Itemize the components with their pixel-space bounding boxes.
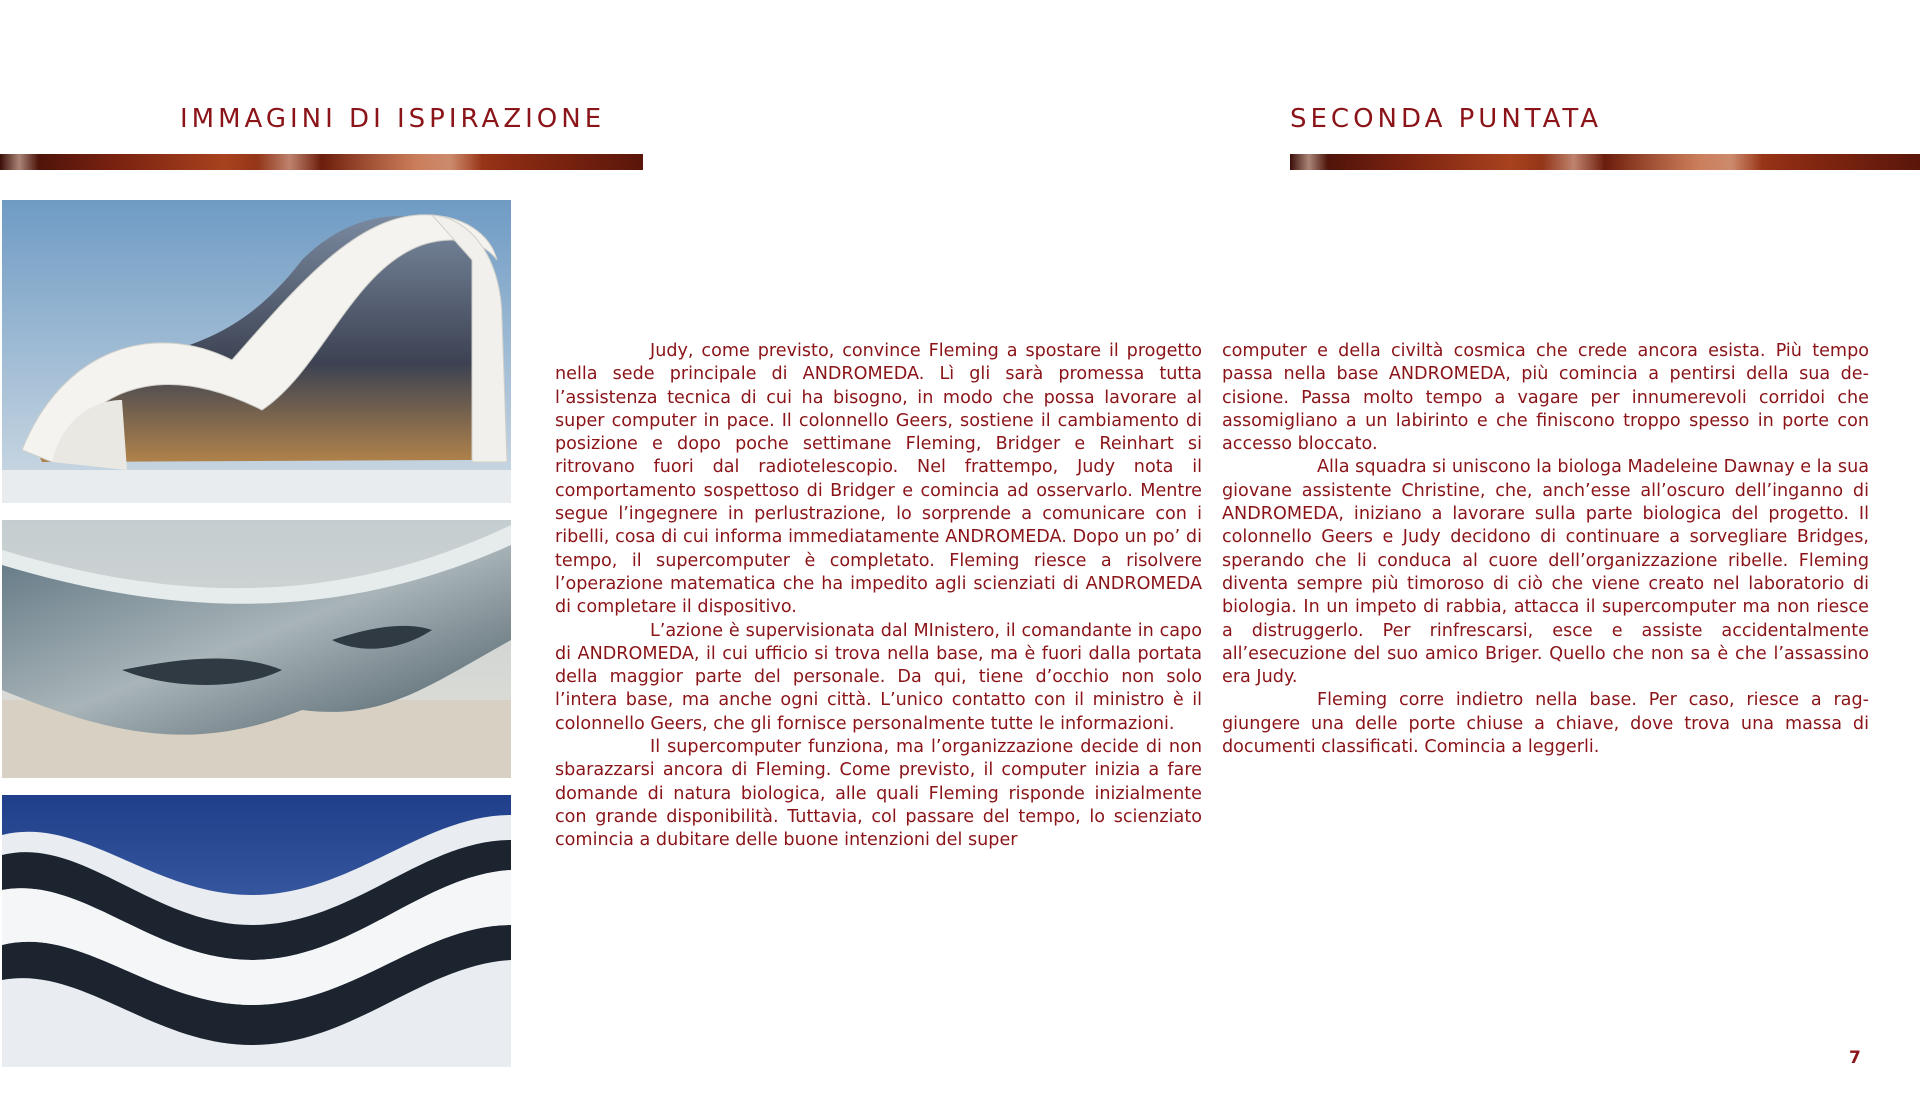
decorative-band-left bbox=[0, 154, 643, 170]
section-heading-left: IMMAGINI DI ISPIRAZIONE bbox=[180, 104, 606, 134]
paragraph: Fleming corre indietro nella base. Per caso, riesce a raggiungere una delle porte chiuse a chiave, dove trova una massa di documenti classificati. Comincia a leggerli. bbox=[1222, 690, 1869, 758]
inspiration-photo-wavy-facade bbox=[2, 795, 511, 1067]
decorative-band-right bbox=[1290, 154, 1920, 170]
text-column-left bbox=[555, 340, 1202, 853]
section-heading-right: SECONDA PUNTATA bbox=[1290, 104, 1603, 134]
paragraph: Judy, come previsto, convince Fleming a spostare il progetto nella sede principale di ANDROMEDA. Lì gli sarà promessa tutta l’assistenza tecnica di cui ha bisogno, in modo che possa lavorare al super computer in pace. Il colonnello Geers, sostiene il cambiamento di posizione e dopo poche settimane Fleming, Bridger e Reinhart si ritrovano fuori dal radiotelescopio. Nel frattempo, Judy nota il comportamento sospettoso di Bridger e comincia ad osservarlo. Mentre segue l’ingegnere in perlustrazione, lo sorprende a comunicare con i ribelli, cosa di cui informa immediatamente ANDROMEDA. Dopo un po’ di tempo, il supercomputer è completato. Fleming riesce a risolvere l’operazione matematica che ha impedito agli scienziati di ANDROMEDA di completare il dispositivo. bbox=[555, 341, 1202, 618]
inspiration-photo-fluid-roof bbox=[2, 520, 511, 778]
inspiration-photo-curved-building bbox=[2, 200, 511, 503]
page-number: 7 bbox=[1849, 1048, 1861, 1068]
paragraph: computer e della civiltà cosmica che crede ancora esista. Più tempo passa nella base ANDROMEDA, più comincia a pentirsi della sua decisione. Passa molto tempo a vagare per innumerevoli corridoi che assomigliano a un labirinto e che finiscono troppo spesso in porte con accesso bloccato. bbox=[1222, 341, 1869, 455]
text-column-right bbox=[1222, 340, 1869, 759]
paragraph: Alla squadra si uniscono la biologa Madeleine Dawnay e la sua giovane assistente Christine, che, anch’esse all’oscuro dell’inganno di ANDROMEDA, iniziano a lavorare sulla parte biologica del progetto. Il colonnello Geers e Judy decidono di continuare a sorvegliare Bridges, sperando che li conduca al cuore dell’organizzazione ribelle. Fleming diventa sempre più timoroso di ciò che viene creato nel laboratorio di biologia. In un impeto di rabbia, attacca il supercomputer ma non riesce a distruggerlo. Per rinfrescarsi, esce e assiste accidentalmente all’esecuzione del suo amico Briger. Quello che non sa è che l’assassino era Judy. bbox=[1222, 457, 1870, 688]
paragraph: Il supercomputer funziona, ma l’organizzazione decide di non sbarazzarsi ancora di Fleming. Come previsto, il computer inizia a fare domande di natura biologica, alle quali Fleming risponde inizialmente con grande disponibilità. Tuttavia, col passare del tempo, lo scienziato comincia a dubitare delle buone intenzioni del super bbox=[555, 737, 1202, 851]
paragraph: L’azione è supervisionata dal MInistero, il comandante in capo di ANDROMEDA, il cui ufficio si trova nella base, ma è fuori dalla portata della maggior parte del personale. Da qui, tiene d’occhio non solo l’intera base, ma anche ogni città. L’unico contatto con il ministro è il colonnello Geers, che gli fornisce personalmente tutte le informazioni. bbox=[555, 620, 1202, 734]
